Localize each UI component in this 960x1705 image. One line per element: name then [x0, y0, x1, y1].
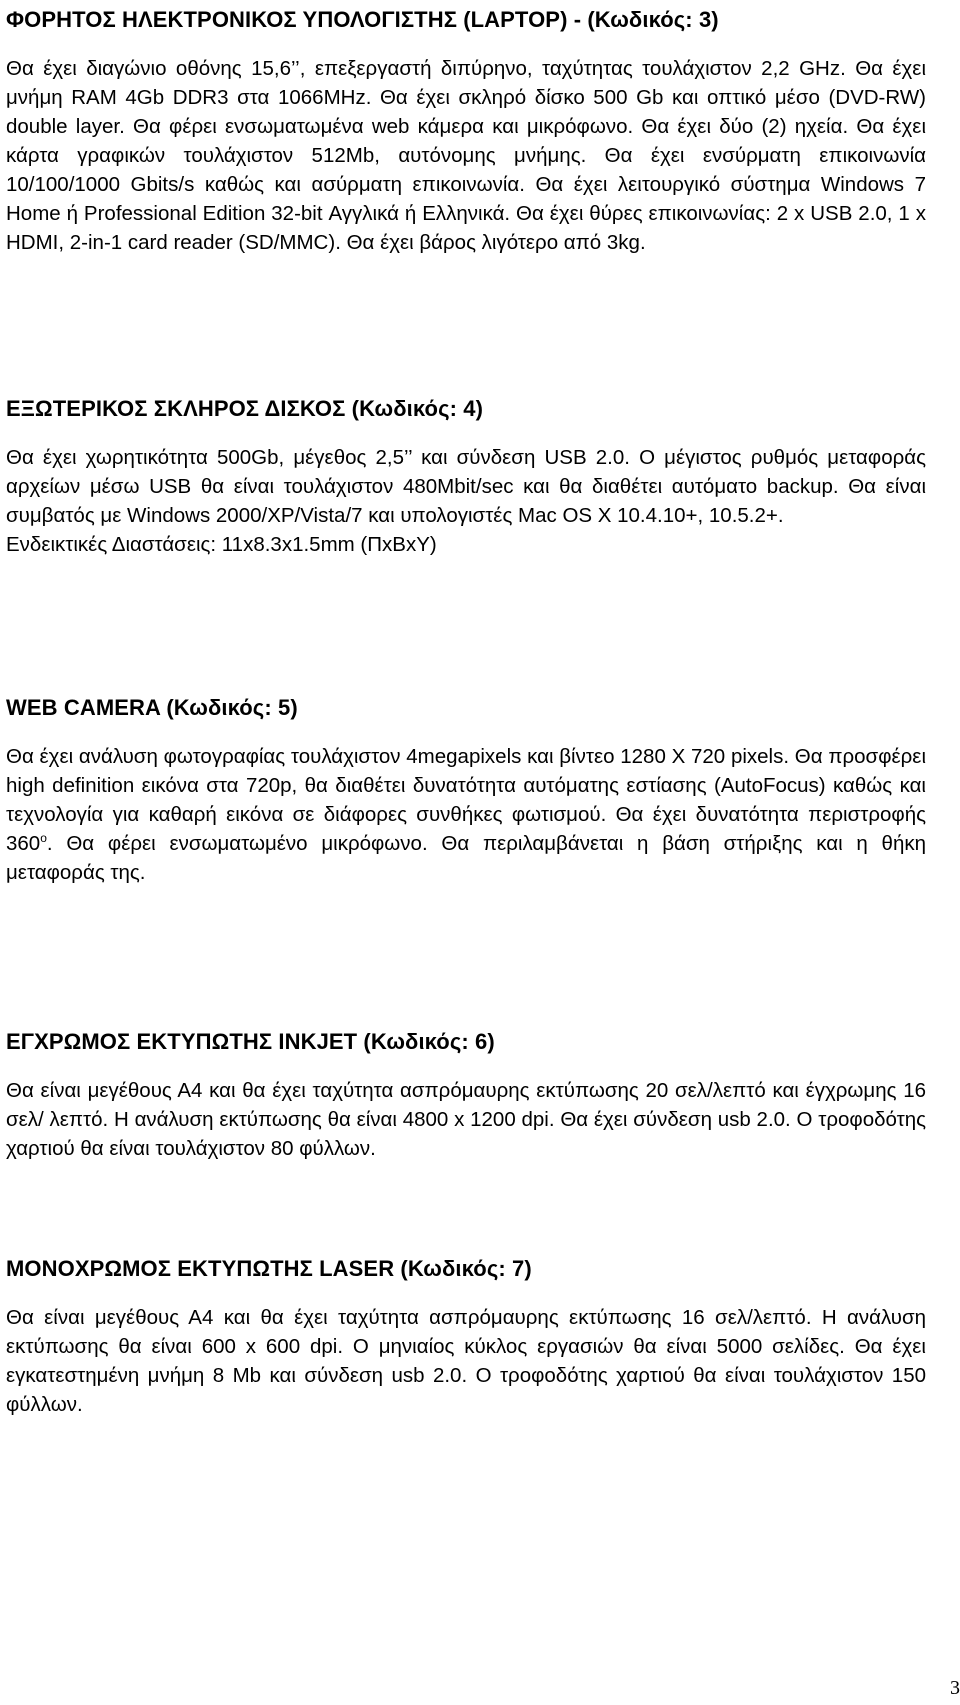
section-laser-printer	[6, 1255, 926, 1419]
page-number: 3	[950, 1677, 960, 1699]
section-paragraph-inkjet-printer: Θα είναι μεγέθους Α4 και θα έχει ταχύτητα ασπρόμαυρης εκτύπωσης 20 σελ/λεπτό και έγχρωμης 16 σελ/ λεπτό. Η ανάλυση εκτύπωσης θα είναι 4800 x 1200 dpi. Θα έχει σύνδεση usb 2.0. Ο τροφοδότης χαρτιού θα είναι τουλάχιστον 80 φύλλων.	[6, 1079, 926, 1160]
section-paragraph-laser-printer: Θα είναι μεγέθους Α4 και θα έχει ταχύτητα ασπρόμαυρης εκτύπωσης 16 σελ/λεπτό. Η ανάλυση εκτύπωσης θα είναι 600 x 600 dpi. Ο μηνιαίος κύκλος εργασιών θα είναι 5000 σελίδες. Θα έχει εγκατεστημένη μνήμη 8 Mb και σύνδεση usb 2.0. Ο τροφοδότης χαρτιού θα είναι τουλάχιστον 150 φύλλων.	[6, 1306, 926, 1416]
section-paragraph-web-camera	[6, 742, 926, 887]
section-paragraph-laptop: Θα έχει διαγώνιο οθόνης 15,6’’, επεξεργαστή διπύρηνο, ταχύτητας τουλάχιστον 2,2 GHz. Θα έχει μνήμη RAM 4Gb DDR3 στα 1066MHz. Θα έχει σκληρό δίσκο 500 Gb και οπτικό μέσο (DVD-RW) double layer. Θα φέρει ενσωματωμένα web κάμερα και μικρόφωνο. Θα έχει δύο (2) ηχεία. Θα έχει κάρτα γραφικών τουλάχιστον 512Mb, αυτόνομης μνήμης. Θα έχει ενσύρματη επικοινωνία 10/100/1000 Gbits/s καθώς και ασύρματη επικοινωνία. Θα έχει λειτουργικό σύστημα Windows 7 Home ή Professional Edition 32-bit Αγγλικά ή Ελληνικά. Θα έχει θύρες επικοινωνίας: 2 x USB 2.0, 1 x HDMI, 2-in-1 card reader (SD/MMC). Θα έχει βάρος λιγότερο από 3kg.	[6, 57, 926, 254]
section-inkjet-printer	[6, 1028, 926, 1163]
section-heading-web-camera: WEB CAMERA (Κωδικός: 5)	[6, 695, 298, 720]
web-camera-text-part-2: . Θα φέρει ενσωματωμένο μικρόφωνο. Θα περιλαμβάνεται η βάση στήριξης και η θήκη μεταφοράς της.	[6, 832, 926, 884]
section-web-camera	[6, 694, 926, 887]
web-camera-text-part-1: Θα έχει ανάλυση φωτογραφίας τουλάχιστον 4megapixels και βίντεο 1280 X 720 pixels. Θα προσφέρει high definition εικόνα στα 720p, θα διαθέτει δυνατότητα αυτόματης εστίασης (AutoFocus) καθώς και τεχνολογία για καθαρή εικόνα σε διάφορες συνθήκες φωτισμού. Θα έχει δυνατότητα περιστροφής 360	[6, 745, 926, 855]
section-laptop	[6, 6, 926, 257]
section-heading-laptop: ΦΟΡΗΤΟΣ ΗΛΕΚΤΡΟΝΙΚΟΣ ΥΠΟΛΟΓΙΣΤΗΣ (LAPTOP) - (Κωδικός: 3)	[6, 7, 719, 32]
section-heading-laser-printer: ΜΟΝΟΧΡΩΜΟΣ ΕΚΤΥΠΩΤΗΣ LASER (Κωδικός: 7)	[6, 1256, 532, 1281]
section-external-hard-disk	[6, 395, 926, 559]
section-heading-external-hard-disk: ΕΞΩΤΕΡΙΚΟΣ ΣΚΛΗΡΟΣ ΔΙΣΚΟΣ (Κωδικός: 4)	[6, 396, 484, 421]
section-paragraph-dimensions: Ενδεικτικές Διαστάσεις: 11x8.3x1.5mm (ΠxΒxΥ)	[6, 533, 437, 556]
degree-superscript: o	[40, 831, 47, 846]
section-heading-inkjet-printer: ΕΓΧΡΩΜΟΣ ΕΚΤΥΠΩΤΗΣ INKJET (Κωδικός: 6)	[6, 1029, 495, 1054]
section-paragraph-external-hard-disk: Θα έχει χωρητικότητα 500Gb, μέγεθος 2,5’’ και σύνδεση USB 2.0. Ο μέγιστος ρυθμός μεταφοράς αρχείων μέσω USB θα είναι τουλάχιστον 480Mbit/sec και θα διαθέτει αυτόματο backup. Θα είναι συμβατός με Windows 2000/XP/Vista/7 και υπολογιστές Mac OS X 10.4.10+, 10.5.2+.	[6, 446, 926, 527]
